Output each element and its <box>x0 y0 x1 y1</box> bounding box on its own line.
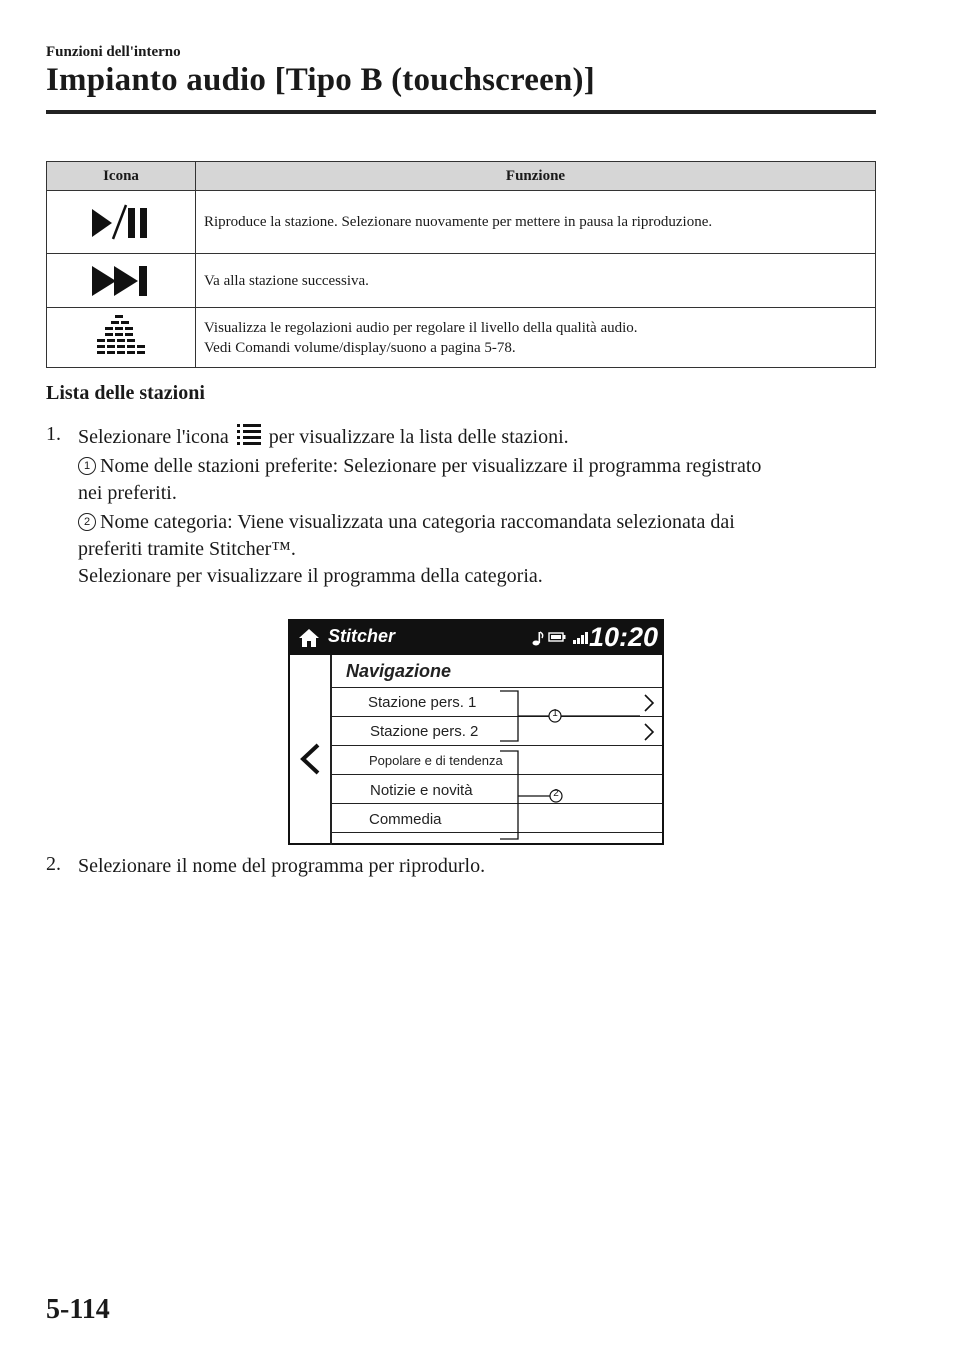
callout-2-label: 2 <box>553 788 559 799</box>
function-text: Visualizza le regolazioni audio per regolare il livello della qualità audio. <box>204 319 638 336</box>
col-header-function: Funzione <box>196 162 876 191</box>
note-2-text: Nome categoria: Viene visualizzata una categoria raccomandata selezionata dai <box>100 511 735 533</box>
list-item[interactable]: Notizie e novità <box>370 782 473 799</box>
page-title: Impianto audio [Tipo B (touchscreen)] <box>46 62 595 98</box>
table-row <box>47 308 876 368</box>
note-1-text: Nome delle stazioni preferite: Selezionare per visualizzare il programma registrato <box>100 455 762 477</box>
list-item[interactable]: Commedia <box>369 811 442 828</box>
play-pause-icon <box>86 201 156 243</box>
col-header-icon: Icona <box>47 162 196 191</box>
callout-marker: 1 <box>78 457 96 475</box>
list-icon <box>234 423 264 445</box>
app-name: Stitcher <box>328 626 396 646</box>
step-number: 1. <box>46 423 61 445</box>
icon-function-table <box>46 161 876 368</box>
note-2 <box>78 509 735 590</box>
step-1-text: per visualizzare la lista delle stazioni. <box>268 426 569 448</box>
title-rule <box>46 110 876 114</box>
function-text: Riproduce la stazione. Selezionare nuovamente per mettere in pausa la riproduzione. <box>204 214 713 230</box>
page-number: 5-114 <box>46 1294 110 1325</box>
table-row <box>47 254 876 308</box>
callout-lines <box>290 621 662 843</box>
callout-marker: 2 <box>78 513 96 531</box>
step-2-text: Selezionare il nome del programma per riprodurlo. <box>78 855 486 877</box>
step-1-text: Selezionare l'icona <box>78 426 229 448</box>
list-item[interactable]: Stazione pers. 2 <box>370 723 479 740</box>
note-1 <box>78 453 761 507</box>
function-text: Va alla stazione successiva. <box>204 272 369 289</box>
function-text: Vedi Comandi volume/display/suono a pagina 5-78. <box>204 339 516 356</box>
note-2-text: Selezionare per visualizzare il programma della categoria. <box>78 565 543 587</box>
step-1 <box>78 423 569 451</box>
list-item[interactable]: Popolare e di tendenza <box>369 753 503 768</box>
section-header: Funzioni dell'interno <box>46 44 181 60</box>
step-number: 2. <box>46 853 61 875</box>
callout-1-label: 1 <box>552 708 558 719</box>
equalizer-icon <box>91 313 151 363</box>
subsection-heading: Lista delle stazioni <box>46 382 205 404</box>
note-1-text: nei preferiti. <box>78 482 177 504</box>
next-track-icon <box>86 260 156 302</box>
screen-illustration <box>288 619 664 845</box>
table-row <box>47 191 876 254</box>
clock: 10:20 <box>588 622 658 652</box>
list-item[interactable]: Stazione pers. 1 <box>368 694 477 711</box>
nav-title: Navigazione <box>346 661 452 681</box>
note-2-text: preferiti tramite Stitcher™. <box>78 538 296 560</box>
